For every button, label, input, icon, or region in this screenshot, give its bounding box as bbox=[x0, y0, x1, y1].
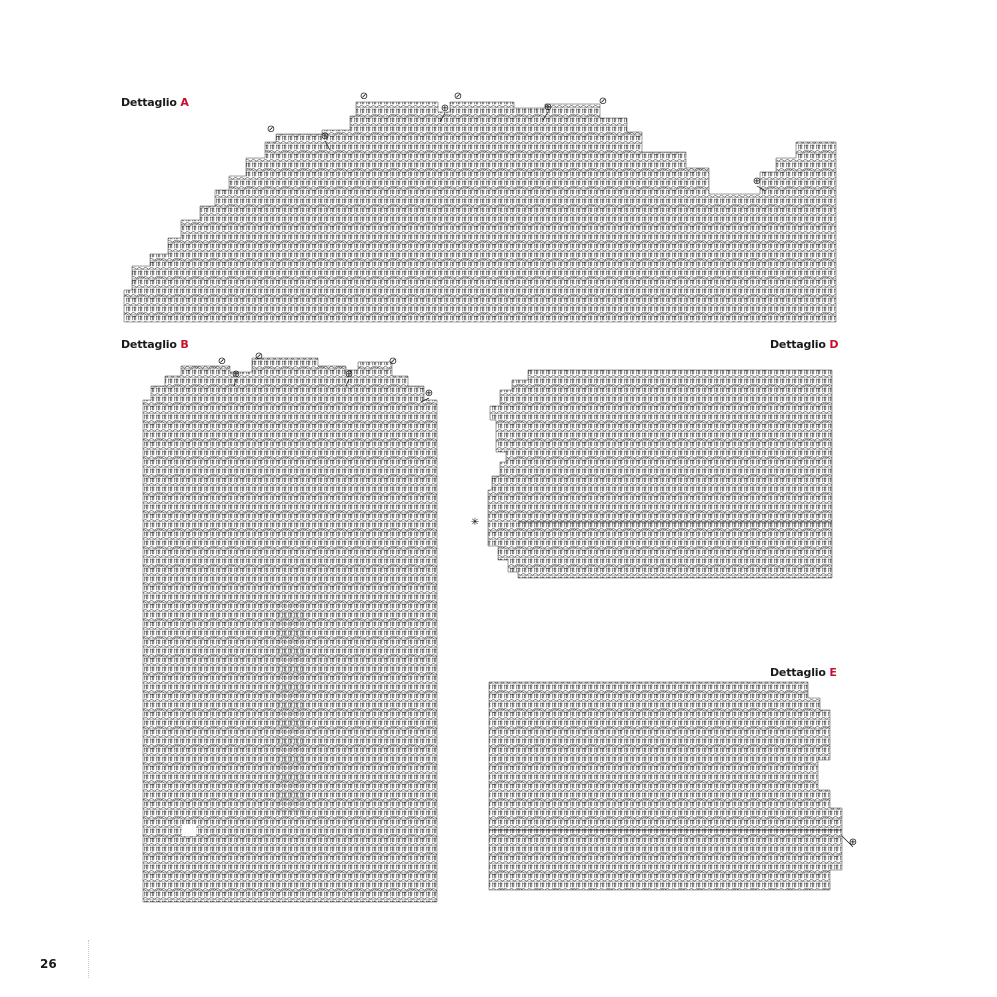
detail-a-fasten-off-icon bbox=[599, 96, 607, 107]
svg-text:⊘: ⊘ bbox=[388, 356, 398, 367]
svg-text:⊕: ⊕ bbox=[543, 102, 553, 113]
detail-a-fasten-off-icon bbox=[454, 91, 462, 102]
detail-a-fasten-off-icon bbox=[360, 91, 368, 102]
detail-b-fasten-off-icon bbox=[389, 356, 397, 367]
svg-text:⊘: ⊘ bbox=[217, 356, 227, 367]
detail-e-chart bbox=[489, 682, 842, 890]
detail-d-start-marker-icon bbox=[471, 517, 479, 528]
detail-b-openwork-column bbox=[277, 605, 303, 811]
svg-text:⊘: ⊘ bbox=[266, 124, 276, 135]
svg-text:✳: ✳ bbox=[470, 517, 480, 528]
detail-b-fasten-off-icon bbox=[255, 351, 263, 362]
svg-text:⊕: ⊕ bbox=[752, 176, 762, 187]
detail-a-prefix: Dettaglio bbox=[121, 96, 177, 109]
detail-a-fasten-off-icon bbox=[267, 124, 275, 135]
detail-b-letter: B bbox=[180, 338, 189, 351]
detail-b-fasten-off-icon bbox=[218, 356, 226, 367]
detail-e-prefix: Dettaglio bbox=[770, 666, 826, 679]
svg-text:⊕: ⊕ bbox=[231, 369, 241, 380]
detail-a-chart bbox=[124, 102, 836, 322]
detail-d-letter: D bbox=[829, 338, 839, 351]
svg-text:⊕: ⊕ bbox=[424, 388, 434, 399]
gutter-divider bbox=[88, 940, 89, 978]
detail-b-prefix: Dettaglio bbox=[121, 338, 177, 351]
detail-b-blank-cell bbox=[182, 824, 196, 836]
svg-text:⊘: ⊘ bbox=[453, 91, 463, 102]
svg-text:⊕: ⊕ bbox=[848, 837, 858, 848]
detail-d-chart bbox=[488, 370, 832, 578]
svg-text:⊕: ⊕ bbox=[320, 131, 330, 142]
svg-text:⊘: ⊘ bbox=[359, 91, 369, 102]
page-number: 26 bbox=[40, 957, 57, 971]
detail-e-join-icon bbox=[842, 836, 857, 848]
svg-text:⊕: ⊕ bbox=[440, 103, 450, 114]
detail-a-letter: A bbox=[180, 96, 189, 109]
svg-text:⊘: ⊘ bbox=[598, 96, 608, 107]
svg-text:⊕: ⊕ bbox=[344, 369, 354, 380]
svg-text:⊘: ⊘ bbox=[254, 351, 264, 362]
detail-d-prefix: Dettaglio bbox=[770, 338, 826, 351]
detail-e-letter: E bbox=[829, 666, 837, 679]
